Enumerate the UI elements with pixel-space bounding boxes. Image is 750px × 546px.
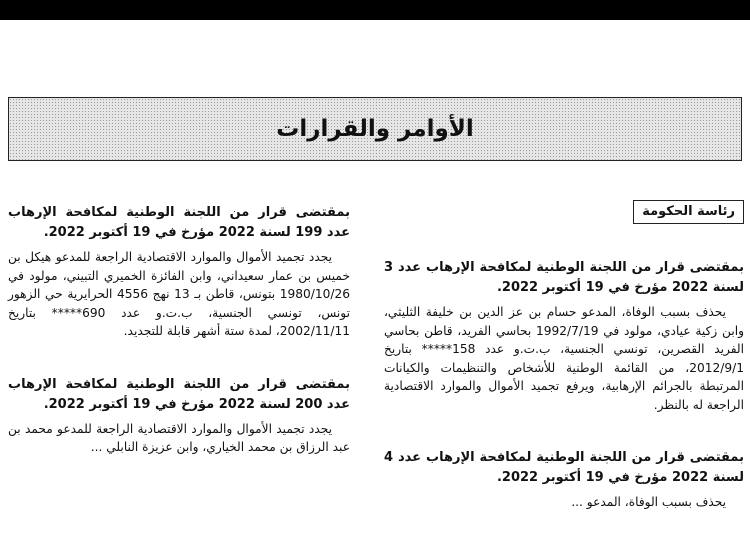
decree-entry [8,203,350,341]
decree-title: بمقتضى قرار من اللجنة الوطنية لمكافحة الإرهاب عدد 4 لسنة 2022 مؤرخ في 19 أكتوبر 2022. [384,450,744,485]
decree-entry [8,375,350,457]
decree-title: بمقتضى قرار من اللجنة الوطنية لمكافحة الإرهاب عدد 200 لسنة 2022 مؤرخ في 19 أكتوبر 2022. [8,376,350,412]
decree-body: يحذف بسبب الوفاة، المدعو ... [571,495,726,509]
top-border-bar [0,0,750,20]
decree-body: يجدد تجميد الأموال والموارد الاقتصادية الراجعة للمدعو هيكل بن خميس بن عمار سعيداني، وابن الفائزة الخميري التبيني، مولود في 1980/10/26 بتونس، قاطن بـ 13 نهج 4556 الحرايرية حي الزهور تونس، تونسي الجنسية، ب.ت.و عدد 690***** بتاريخ 2002/11/11، لمدة ستة أشهر قابلة للتجديد. [8,250,350,338]
right-column [384,200,744,546]
section-title-box: رئاسة الحكومة [633,200,744,224]
decree-entry [384,258,744,414]
section-banner [8,97,742,161]
page-title: الأوامر والقرارات [276,116,474,142]
decree-body: يجدد تجميد الأموال والموارد الاقتصادية الراجعة للمدعو محمد بن عبد الرزاق بن محمد الخياري، وابن عزيزة النابلي ... [8,421,350,454]
decree-title: بمقتضى قرار من اللجنة الوطنية لمكافحة الإرهاب عدد 199 لسنة 2022 مؤرخ في 19 أكتوبر 2022. [8,205,350,240]
decree-body: يحذف بسبب الوفاة، المدعو حسام بن عز الدين بن خليفة الثليثي، وابن زكية عيادي، مولود في 1992/7/19 بحاسي الفريد، قاطن بحاسي الفريد القصرين، تونسي الجنسية، ب.ت.و عدد 158***** بتاريخ 2012/9/1، من القائمة الوطنية للأشخاص والتنظيمات والكيانات المرتبطة بالجرائم الإرهابية، ويرفع تجميد الأموال والموارد الاقتصادية الراجعة له بالنظر. [384,305,744,412]
decree-title: بمقتضى قرار من اللجنة الوطنية لمكافحة الإرهاب عدد 3 لسنة 2022 مؤرخ في 19 أكتوبر 2022. [384,260,744,295]
decree-entry [384,448,744,512]
left-column [8,203,350,491]
